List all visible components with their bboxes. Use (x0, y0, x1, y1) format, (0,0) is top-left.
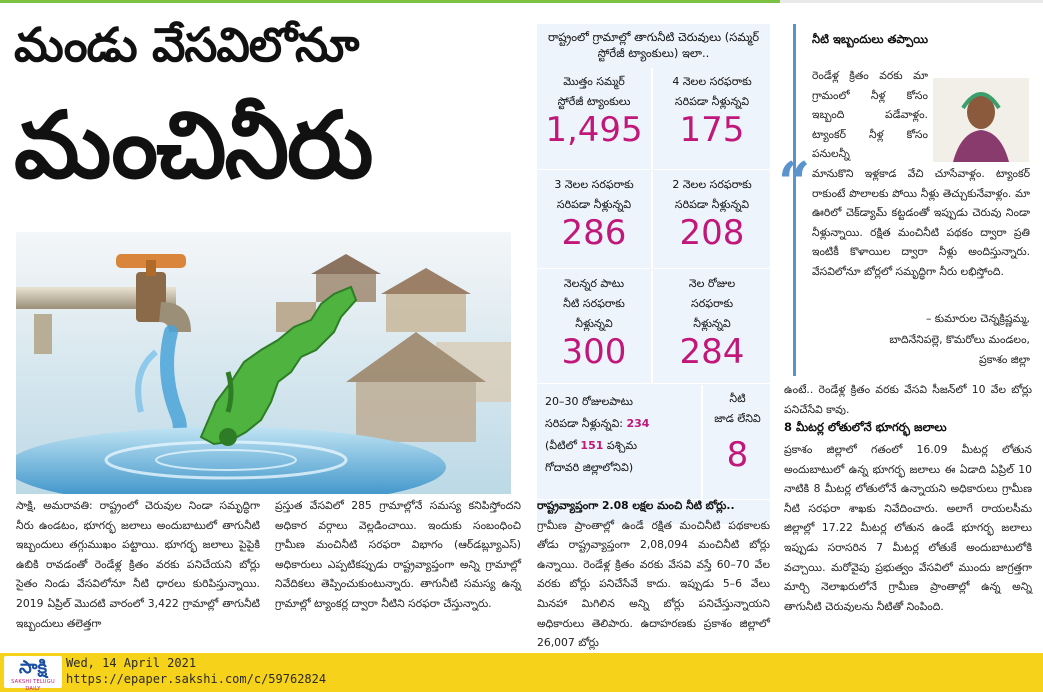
stat-label-row (545, 435, 697, 457)
stat-cell-no-water (705, 385, 770, 500)
article-paragraph: ఉంటే.. రెండేళ్ల క్రితం వరకు వేసవి సీజన్‌లో 10 వేల బోర్లు పనిచేసేవి కావు. (784, 383, 1032, 416)
edition-date: Wed, 14 April 2021 (66, 656, 197, 670)
headline-line-2: మంచినీరు (14, 92, 372, 199)
section-heading: 8 మీటర్ల లోతులోనే భూగర్భ జలాలు (784, 420, 947, 434)
stat-cell-20-30-days (537, 385, 703, 500)
table-title: రాష్ట్రంలో గ్రామాల్లో తాగునీటి చెరువులు (సమ్మర్ స్టోరేజీ ట్యాంకులు) ఇలా.. (547, 30, 760, 60)
article-paragraph: గ్రామీణ ప్రాంతాల్లో ఉండే రక్షిత మంచినీటి పథకాలకు తోడు రాష్ట్రవ్యాప్తంగా 2,08,094 మంచినీటి బోర్లు ఉన్నాయి. రెండేళ్ల క్రితం వరకు వేసవి వస్తే 60–70 వేల వరకు బోర్లు పనిచేసేవే కాదు. ఇప్పుడు 5–6 వేలు మినహా మిగిలిన అన్ని బోర్లు పనిచేస్తున్నాయని అధికారులు తెలిపారు. ఉదాహరణకు ప్రకాశం జిల్లాలో 26,007 బోర్లు (537, 518, 770, 650)
quote-text: మానుకొని ఇళ్లకాడ వేచి చూసేవాళ్లం. ట్యాంకర్ రాకుంటే పొలాలకు పోయి నీళ్లు తెచ్చుకునేవాళ్లం. మా ఊరిలో చెక్‌డ్యామ్ కట్టడంతో ఇప్పుడు చెరువు నిండా నీళ్లున్నాయి. రక్షిత మంచినీటి పథకం ద్వారా ప్రతి ఇంటికీ కొళాయిల ద్వారా నీళ్లు అందిస్తున్నారు. వేసవిలోనూ బోర్లలో సమృద్ధిగా నీరు లభిస్తోంది. (812, 167, 1030, 278)
article-column-4 (784, 440, 1032, 652)
stat-value: 286 (561, 213, 627, 253)
stat-cell (537, 68, 653, 170)
stat-value: 208 (679, 213, 745, 253)
stat-label: పశ్చిమ (603, 439, 638, 452)
quote-mark-icon: “ (778, 150, 811, 216)
stat-label: మొత్తం సమ్మర్ స్టోరేజీ ట్యాంకులు (557, 75, 631, 108)
article-paragraph: ప్రకాశం జిల్లాలో గతంలో 16.09 మీటర్ల లోతున అందుబాటులో ఉన్న భూగర్భ జలాలు ఈ ఏడాది ఏప్రిల్ 10 నాటికి 8 మీటర్ల లోతులోనే ఉన్నాయని అధికారులు గ్రామీణ నీటి సరఫరా శాఖకు నివేదించారు. అలాగే రాయలసీమ జిల్లాల్లో 17.22 మీటర్ల లోతున ఉండే భూగర్భ జలాలు ఇప్పుడు సరాసరిన 7 మీటర్ల లోతుకే అందుబాటులోకి వచ్చాయి. మరోవైపు ప్రభుత్వం వేసవిలో ముందు జాగ్రత్తగా మార్చి నెలాఖరులోనే గ్రామీణ ప్రాంతాల్లో ఉన్న అన్ని తాగునీటి చెరువులను నీటితో నింపింది. (784, 443, 1032, 613)
headline-line-1: మండు వేసవిలోనూ (14, 18, 359, 73)
quote-text-narrow: రెండేళ్ల క్రితం వరకు మా గ్రామంలో నీళ్ల కోసం ఇబ్బంది పడేవాళ్లం. ట్యాంకర్ నీళ్ల కోసం పనులన్నీ (812, 69, 928, 161)
stat-cell (654, 171, 770, 269)
stat-value: 8 (726, 435, 749, 475)
logo-text: సాక్షి (19, 657, 47, 678)
stat-label: 4 నెలల సరఫరాకు సరిపడా నీళ్లున్నవి (672, 75, 752, 108)
stat-cell (537, 171, 653, 269)
logo-tagline: SAKSHI TELUGU DAILY (11, 679, 55, 692)
stat-cell (654, 68, 770, 170)
section-heading: రాష్ట్రవ్యాప్తంగా 2.08 లక్షల మంచి నీటి బోర్లు.. (537, 499, 735, 512)
interviewee-photo (933, 78, 1029, 162)
stat-label: నీటి జాడ లేనివి (714, 392, 761, 425)
top-accent-rule (0, 0, 780, 3)
article-column-1 (16, 496, 260, 651)
quote-signature-name: – కుమారుల చెన్నక్రిష్ణమ్మ, (925, 312, 1030, 325)
quote-signature-place: బాదినేనిపల్లె, కొమరోలు మండలం, (889, 332, 1030, 346)
stat-value: 234 (626, 417, 650, 430)
article-column-3 (537, 496, 770, 651)
article-column-2 (275, 496, 521, 651)
stat-cell (654, 270, 770, 384)
stat-value: 151 (580, 439, 604, 452)
stat-label: నెల రోజుల సరఫరాకు నీళ్లున్నవి (688, 277, 736, 330)
stat-label-row (545, 413, 697, 435)
stat-value: 300 (561, 332, 627, 372)
stat-value: 175 (679, 110, 745, 150)
summer-storage-tanks-table (537, 24, 770, 524)
article-paragraph: సాక్షి, అమరావతి: రాష్ట్రంలో చెరువుల నిండా సమృద్ధిగా నీరు ఉండటం, భూగర్భ జలాలు అందుబాటులో తాగునీటి ఇబ్బందులు తగ్గుముఖం పట్టాయి. భూగర్భ జలాలు పైపైకి ఉబికి రావడంతో రెండేళ్ల క్రితం వరకు పనిచేయని బోర్లు సైతం నిండు వేసవిలోనూ నీటి ధారలు కురిపిస్తున్నాయి. 2019 ఏప్రిల్ మొదటి వారంలో 3,422 గ్రామాల్లో తాగునీటి ఇబ్బందులు తలెత్తగా (16, 499, 260, 630)
stat-label: (వీటిలో (545, 439, 581, 452)
epaper-link[interactable]: https://epaper.sakshi.com/c/59762824 (66, 672, 327, 686)
quote-signature (826, 309, 1030, 371)
stat-label: గోదావరి జిల్లాలోనివి) (545, 461, 634, 474)
water-tap-map-illustration (16, 232, 511, 494)
stat-cell (537, 270, 653, 384)
stat-label: 3 నెలల సరఫరాకు సరిపడా నీళ్లున్నవి (554, 178, 634, 211)
stat-label: నెలన్నర పాటు నీటి సరఫరాకు నీళ్లున్నవి (563, 277, 625, 330)
stat-label: సరిపడా నీళ్లున్నవి: (545, 417, 627, 430)
article-paragraph: ప్రస్తుత వేసవిలో 285 గ్రామాల్లోనే సమస్య కనిపిస్తోందని అధికార వర్గాలు వెల్లడించాయి. ఇందుకు సంబంధించి గ్రామీణ మంచినీటి సరఫరా విభాగం (ఆర్‌డబ్ల్యూఎస్) అధికారులు ఎప్పటికప్పుడు రాష్ట్రవ్యాప్తంగా అన్ని గ్రామాల్లో నివేదికలు తెప్పించుకుంటున్నారు. తాగునీటి సమస్య ఉన్న గ్రామాల్లో ట్యాంకర్ల ద్వారా నీటిని సరఫరా చేస్తున్నారు. (275, 499, 521, 610)
stat-label: 2 నెలల సరఫరాకు సరిపడా నీళ్లున్నవి (672, 178, 752, 211)
stat-label: 20–30 రోజులపాటు (545, 395, 633, 408)
stat-value: 1,495 (545, 110, 643, 150)
article-column-4-top (784, 380, 1032, 420)
stat-value: 284 (679, 332, 745, 372)
quote-signature-district: ప్రకాశం జిల్లా (979, 353, 1030, 366)
sakshi-logo[interactable] (4, 656, 62, 692)
quote-title: నీటి ఇబ్బందులు తప్పాయి (812, 32, 928, 46)
